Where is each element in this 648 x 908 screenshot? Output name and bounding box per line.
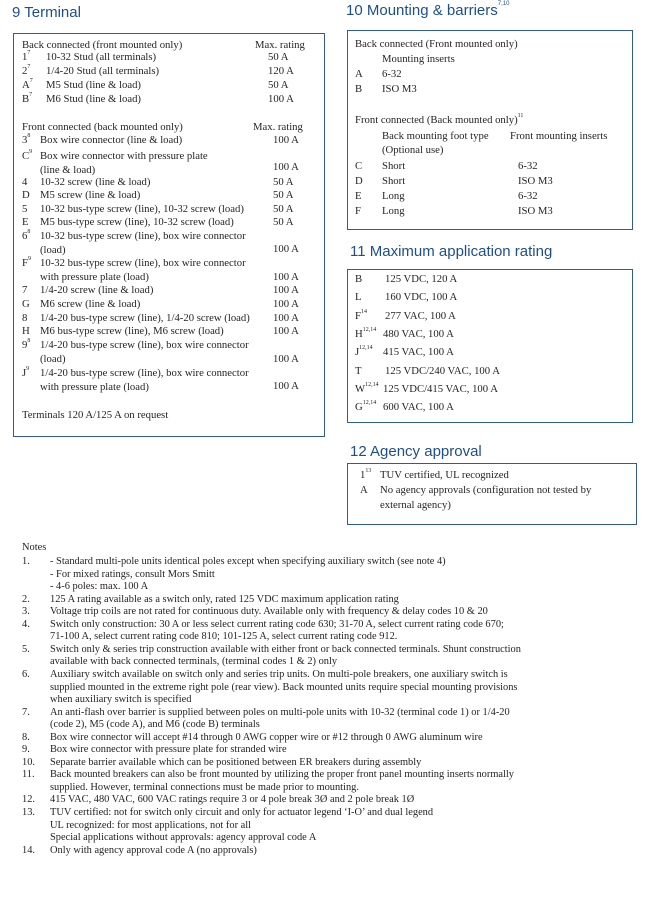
terminal-rating: 50 A [268,79,289,91]
terminal-desc: 1/4-20 bus-type screw (line), box wire connector [40,367,249,379]
foot-type: Long [382,205,405,217]
option-code: A [22,79,30,91]
terminal-rating: 100 A [273,134,299,146]
terminal-code [22,325,30,338]
option-code: 9 [22,339,28,351]
note-text: An anti-flash over barrier is supplied between poles on multi-pole units with 10-32 (terminal code 1) or 1/4-20 [50,706,510,718]
mounting-code: B [355,83,363,95]
terminal-footer-note: Terminals 120 A/125 A on request [22,409,169,421]
terminal-code [22,51,30,64]
terminal-rating: 100 A [273,353,299,365]
rating-desc: 480 VAC, 100 A [383,327,454,340]
foot-type-col-header: Back mounting foot type [382,130,489,142]
terminal-rating: 50 A [268,51,289,63]
note-number: 10. [22,756,35,768]
rating-desc: 277 VAC, 100 A [385,309,456,322]
option-code: D [22,189,30,201]
option-code: B [22,93,30,105]
option-code: B [355,273,363,285]
terminal-rating: 100 A [273,298,299,310]
terminal-desc: 10-32 bus-type screw (line), box wire connector [40,257,246,269]
rating-desc: 600 VAC, 100 A [383,401,454,414]
rating-code [355,328,376,341]
mounting-insert: ISO M3 [382,83,417,95]
note-number: 9. [22,744,30,756]
rating-desc: 160 VDC, 100 A [385,291,458,304]
footnote-ref: 14 [360,308,367,315]
terminal-desc: M6 screw (line & load) [40,298,141,310]
agency-code [360,469,371,482]
option-code: W [355,382,366,395]
note-text: Voltage trip coils are not rated for continuous duty. Available only with frequency & delay codes 10 & 20 [50,606,488,618]
note-text: 71-100 A, select current rating code 810; 101-125 A, select current rating code 912. [50,631,398,643]
footnote-ref: 7 [29,92,33,98]
terminal-desc-cont: (load) [40,243,66,256]
note-text: supplied. However, terminal connections must be made prior to mounting. [50,781,359,793]
terminal-code [22,312,27,325]
option-code: 8 [22,312,28,324]
mounting-code: D [355,175,363,187]
footnote-ref: 8 [27,338,31,344]
foot-type: Long [382,190,405,202]
footnote-ref: 12,14 [359,345,373,352]
foot-type: Short [382,160,406,172]
option-code: J [355,346,360,359]
terminal-desc-cont: with pressure plate (load) [40,270,149,283]
terminal-desc-cont: with pressure plate (load) [40,380,149,393]
terminal-desc: 1/4-20 screw (line & load) [40,284,154,296]
rating-desc: 125 VDC/240 VAC, 100 A [385,364,500,377]
front-insert: ISO M3 [518,205,553,217]
rating-code [355,273,362,286]
note-text: - Standard multi-pole units identical poles except when specifying auxiliary switch (see note 4) [50,556,446,567]
agency-code [360,484,368,497]
mounting-back-header: Back connected (Front mounted only) [355,38,518,50]
note-text: 415 VAC, 480 VAC, 600 VAC ratings require 3 or 4 pole break 3Ø and 2 pole break 1Ø [50,794,415,806]
front-insert: 6-32 [518,160,538,172]
footnote-ref: 12,14 [362,326,377,333]
mounting-insert: 6-32 [382,68,402,80]
note-text: UL recognized: for most applications, not for all [50,819,252,831]
terminal-code [22,203,27,216]
option-code: F [355,309,361,322]
footnote-ref: 8 [27,229,31,235]
rating-code [355,310,367,323]
note-text: Switch only construction: 30 A or less select current rating code 630; 31-70 A, select current rating code 670; [50,618,504,630]
note-text: Auxiliary switch available on switch only and series trip units. On multi-pole breakers, one auxiliary switch is [50,668,508,680]
note-text: Box wire connector will accept #14 through 0 AWG copper wire or #12 through 0 AWG aluminum wire [50,731,483,743]
option-code: G [22,298,30,310]
terminal-code [22,257,31,270]
note-number: 11. [22,769,35,781]
option-code: 2 [22,65,28,77]
option-code: H [22,325,30,337]
note-number: 14. [22,844,35,856]
rating-desc: 125 VDC, 120 A [385,273,458,285]
note-text: Separate barrier available which can be positioned between ER breakers during assembly [50,756,422,768]
agency-desc: No agency approvals (configuration not tested by [380,484,592,496]
agency-desc: TUV certified, UL recognized [380,469,509,481]
terminal-desc-cont: (load) [40,352,66,365]
note-number: 3. [22,606,30,618]
terminal-desc: 10-32 Stud (all terminals) [46,51,157,63]
option-code: 1 [360,469,366,481]
rating-code [355,365,362,378]
note-text: Back mounted breakers can also be front mounted by utilizing the proper front panel mounting inserts normally [50,769,514,781]
option-code: C [22,150,30,162]
option-code: 6 [22,230,28,242]
note-text: Box wire connector with pressure plate for stranded wire [50,744,287,756]
note-number: 4. [22,618,30,630]
foot-type: Short [382,175,406,187]
note-text: Switch only & series trip construction available with either front or back connected terminals. Shunt construction [50,643,521,655]
terminal-rating: 100 A [273,271,299,283]
option-code: 3 [22,134,28,146]
front-connected-header: Front connected (back mounted only) [22,121,183,133]
option-code: 5 [22,203,28,215]
note-number: 12. [22,794,35,806]
back-connected-header: Back connected (front mounted only) [22,39,183,51]
note-text: Only with agency approval code A (no approvals) [50,844,257,856]
option-code: A [360,484,368,496]
note-number: 5. [22,643,30,655]
terminal-desc: 1/4-20 bus-type screw (line), box wire connector [40,339,249,351]
agency-section-title: 12 Agency approval [350,443,482,460]
front-max-rating-header: Max. rating [253,121,303,133]
terminal-rating: 100 A [273,380,299,392]
terminal-desc: 10-32 bus-type screw (line), box wire connector [40,230,246,242]
terminal-code [22,367,29,380]
terminal-code [22,93,32,106]
option-code: 4 [22,176,28,188]
rating-desc: 125 VDC/415 VAC, 100 A [383,382,498,395]
rating-code [355,346,373,359]
front-inserts-col-header: Front mounting inserts [510,130,608,142]
note-text: - 4-6 poles: max. 100 A [50,581,149,593]
terminal-desc: 10-32 screw (line & load) [40,176,151,188]
note-text: - For mixed ratings, consult Mors Smitt [50,568,215,580]
footnote-ref: 8 [27,133,31,139]
option-code: J [22,367,27,379]
option-code: H [355,327,363,340]
note-number: 7. [22,706,30,718]
option-code: 1 [22,51,28,63]
front-insert: 6-32 [518,190,538,202]
terminal-desc-cont: (line & load) [40,163,96,176]
mounting-code: C [355,160,363,172]
terminal-code [22,339,30,352]
footnote-ref: 13 [365,468,372,474]
rating-code [355,291,362,304]
option-code: 7 [22,284,28,296]
mounting-code: A [355,68,363,80]
terminal-desc: M5 Stud (line & load) [46,79,141,91]
terminal-rating: 100 A [273,325,299,337]
terminal-code [22,79,33,92]
foot-type-optional-note: (Optional use) [382,144,444,156]
note-text: (code 2), M5 (code A), and M6 (code B) terminals [50,719,260,731]
footnote-ref: 9 [26,366,30,372]
terminal-code [22,284,27,297]
terminal-rating: 50 A [273,203,294,215]
terminal-rating: 50 A [273,189,294,201]
option-code: E [22,216,29,228]
terminal-rating: 50 A [273,176,294,188]
agency-desc-cont: external agency) [380,499,451,511]
mounting-code: F [355,205,361,217]
footnote-ref: 7 [27,50,31,56]
footnote-ref: 12,14 [362,400,377,407]
terminal-code [22,134,30,147]
mounting-section-title: 10 Mounting & barriers$^{7,10}$ [346,1,510,19]
footnote-ref: 9 [29,149,33,155]
terminal-rating: 100 A [268,93,294,105]
terminal-rating: 100 A [273,161,299,173]
note-number: 1. [22,556,30,567]
rating-desc: 415 VAC, 100 A [383,346,454,359]
terminal-code [22,298,30,311]
terminal-code [22,230,30,243]
note-number: 13. [22,807,35,818]
max-rating-section-title: 11 Maximum application rating [350,243,553,260]
terminal-rating: 100 A [273,243,299,255]
terminal-desc: M6 Stud (line & load) [46,93,141,105]
terminal-section-title: 9 Terminal [12,4,81,21]
footnote-ref: 9 [27,256,31,262]
footnote-ref: 7 [27,64,31,70]
notes-title: Notes [22,542,47,553]
mounting-code: E [355,190,362,202]
terminal-code [22,176,27,189]
terminal-code [22,216,29,229]
terminal-code [22,150,32,163]
terminal-rating: 50 A [273,216,294,228]
rating-code [355,401,376,414]
terminal-desc: M5 bus-type screw (line), 10-32 screw (load) [40,216,234,228]
footnote-ref: 7 [29,78,33,84]
terminal-rating: 100 A [273,312,299,324]
terminal-code [22,189,30,202]
terminal-desc: 10-32 bus-type screw (line), 10-32 screw (load) [40,203,244,215]
terminal-desc: Box wire connector (line & load) [40,134,183,146]
max-rating-header: Max. rating [255,39,305,51]
mounting-inserts-label: Mounting inserts [382,53,455,65]
rating-code [355,383,379,396]
terminal-desc: 1/4-20 Stud (all terminals) [46,65,160,77]
terminal-desc: M5 screw (line & load) [40,189,141,201]
terminal-rating: 100 A [273,284,299,296]
mounting-front-header: Front connected (Back mounted only)$^{11}$ [355,113,524,126]
terminal-desc: Box wire connector with pressure plate [40,150,208,162]
note-text: when auxiliary switch is specified [50,694,192,706]
note-number: 2. [22,593,30,605]
note-text: TUV certified: not for switch only circuit and only for actuator legend ‘I-O’ and dual legend [50,807,434,818]
option-code: F [22,257,28,269]
option-code: L [355,291,362,304]
option-code: T [355,364,362,377]
option-code: G [355,401,363,414]
note-text: Special applications without approvals: agency approval code A [50,832,317,844]
terminal-desc: M6 bus-type screw (line), M6 screw (load) [40,325,224,337]
note-number: 6. [22,668,30,680]
terminal-desc: 1/4-20 bus-type screw (line), 1/4-20 screw (load) [40,312,250,324]
terminal-code [22,65,30,78]
note-number: 8. [22,731,30,743]
note-text: available with back connected terminals, (terminal codes 1 & 2) only [50,656,338,668]
note-text: 125 A rating available as a switch only, rated 125 VDC maximum application rating [50,593,399,605]
footnote-ref: 12,14 [365,381,379,388]
terminal-rating: 120 A [268,65,294,77]
front-insert: ISO M3 [518,175,553,187]
note-text: supplied mounted in the extreme right pole (rear view). Back mounted units require special mounting provisions [50,681,518,693]
